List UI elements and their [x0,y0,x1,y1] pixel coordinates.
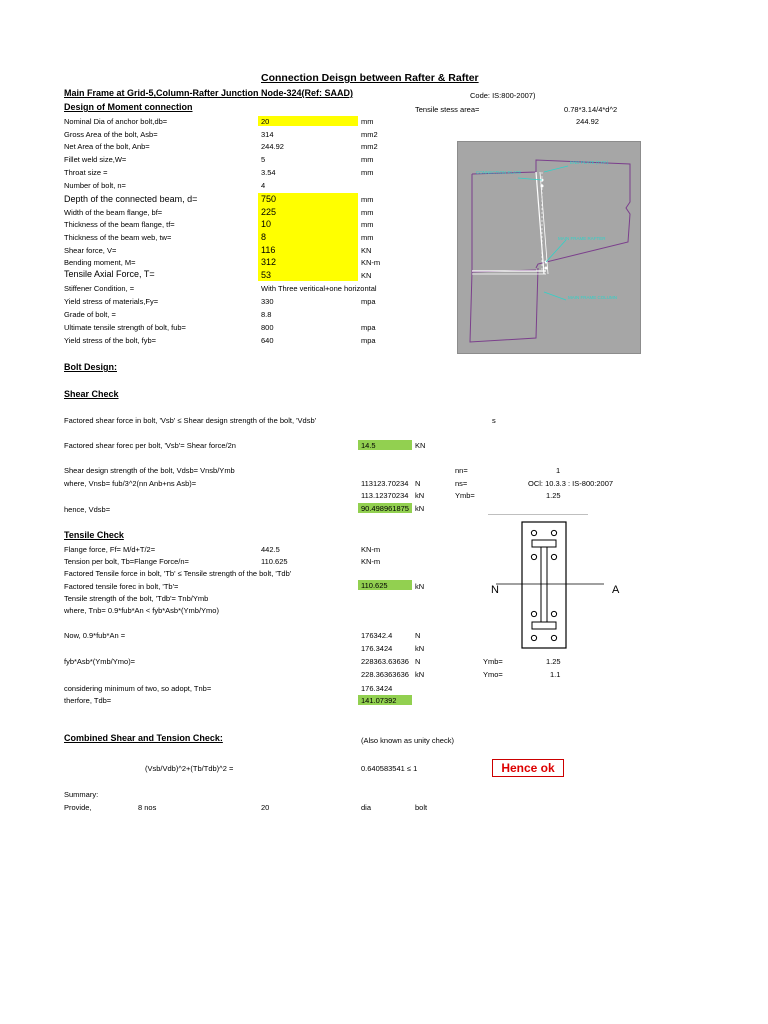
input-label: Bending moment, M= [64,258,136,267]
flange-force-label: Flange force, Ff= M/d+T/2= [64,545,156,554]
factored-tensile-unit: kN [415,582,425,591]
input-unit: mm [361,208,374,217]
page-title: Connection Deisgn between Rafter & Rafter [261,72,479,84]
input-unit: mpa [361,336,376,345]
provide-dia-label: dia [361,803,372,812]
input-label: Width of the beam flange, bf= [64,208,163,217]
vnsb-kn: 113.12370234 [361,491,409,500]
input-unit: mm2 [361,130,378,139]
nn-value: 1 [556,466,561,475]
bolt-design-heading: Bolt Design: [64,362,117,372]
input-value: 20 [261,117,270,126]
fyb-label: fyb*Asb*(Ymb/Ymo)= [64,657,136,666]
now-n-unit: N [415,631,421,640]
fyb-n-unit: N [415,657,421,666]
input-label: Grade of bolt, = [64,310,116,319]
provide-bolt: bolt [415,803,428,812]
tensile-heading: Tensile Check [64,530,124,540]
input-unit: mm [361,117,374,126]
input-label: Gross Area of the bolt, Asb= [64,130,158,139]
tdb-formula: Tensile strength of the bolt, 'Tdb'= Tnb/Ymb [64,594,209,603]
input-label: Yield stress of the bolt, fyb= [64,336,157,345]
input-label: Thickness of the beam flange, tf= [64,220,175,229]
rafter-label: MAIN FRAME RAFTER [558,236,606,241]
input-label: Ultimate tensile strength of bolt, fub= [64,323,186,332]
min-label: considering minimum of two, so adopt, Tnb= [64,684,212,693]
summary-label: Summary: [64,790,99,799]
input-label: Thickness of the beam web, tw= [64,233,172,242]
now-kn-unit: kN [415,644,425,653]
hence-ok-badge: Hence ok [492,759,564,777]
tensile-area-label: Tensile stess area= [415,105,480,114]
now-n: 176342.4 [361,631,393,640]
tension-per-bolt-value: 110.625 [261,557,288,566]
input-value: 8 [261,232,267,242]
vdsb-value: 90.498961875 [361,504,409,513]
input-unit: KN [361,246,372,255]
tdb-label: therfore, Tdb= [64,696,112,705]
min-value: 176.3424 [361,684,393,693]
input-unit: mm [361,220,374,229]
input-unit: mm [361,168,374,177]
input-label: Number of bolt, n= [64,181,126,190]
fyb-kn: 228.36363636 [361,670,409,679]
ymo-label: Ymo= [483,670,503,679]
input-value: 640 [261,336,274,345]
input-value: 225 [261,207,277,217]
input-value: 312 [261,257,277,267]
fyb-kn-unit: kN [415,670,425,679]
shear-per-bolt-unit: KN [415,441,426,450]
input-value: 244.92 [261,142,284,151]
neutral-axis-n: N [491,584,499,596]
input-label: Throat size = [64,168,108,177]
input-value: 750 [261,194,277,204]
divider-line [488,514,588,515]
input-unit: mm [361,195,374,204]
vdsb-unit: kN [415,504,425,513]
combined-value: 0.640583541 ≤ 1 [361,764,418,773]
input-value: 4 [261,181,266,190]
tension-per-bolt-unit: KN-m [361,557,381,566]
ymb2-label: Ymb= [483,657,503,666]
highlight-dia [258,116,358,126]
ns-value: OCl: 10.3.3 : IS-800:2007 [528,479,614,488]
factored-tensile-value: 110.625 [361,581,388,590]
input-value: With Three veritical+one horizontal [261,284,377,293]
tensile-area-formula: 0.78*3.14/4*d^2 [564,105,618,114]
combined-heading: Combined Shear and Tension Check: [64,733,223,743]
shear-strength-label: Shear design strength of the bolt, Vdsb= Vnsb/Ymb [64,466,235,475]
provide-label: Provide, [64,803,92,812]
combined-formula: (Vsb/Vdb)^2+(Tb/Tdb)^2 = [145,764,234,773]
input-label: Fillet weld size,W= [64,155,127,164]
input-value: 5 [261,155,266,164]
connection-plate-label: CONNECTION PLATE [476,170,522,175]
vnsb-n-unit: N [415,479,421,488]
tension-per-bolt-label: Tension per bolt, Tb=Flange Force/n= [64,557,189,566]
input-unit: mpa [361,323,376,332]
end-plate-diagram [480,520,630,660]
input-label: Yield stress of materials,Fy= [64,297,159,306]
ymo-value: 1.1 [550,670,561,679]
input-value: 800 [261,323,274,332]
input-unit: KN [361,271,372,280]
provide-dia-value: 20 [261,803,270,812]
fyb-n: 228363.63636 [361,657,409,666]
ymb-label: Ymb= [455,491,475,500]
input-label: Tensile Axial Force, T= [64,269,155,279]
neutral-axis-a: A [612,584,620,596]
input-unit: mm [361,155,374,164]
shear-per-bolt-value: 14.5 [361,441,376,450]
input-unit: mpa [361,297,376,306]
ymb-value: 1.25 [546,491,561,500]
vnsb-formula: where, Vnsb= fub/3^2(nn Anb+ns Asb)= [64,479,197,488]
tnb-formula: where, Tnb= 0.9*fub*An < fyb*Asb*(Ymb/Ymo) [64,606,219,615]
input-label: Nominal Dia of anchor bolt,db= [64,117,168,126]
input-label: Depth of the connected beam, d= [64,194,198,204]
input-unit: mm [361,233,374,242]
shear-condition: Factored shear force in bolt, 'Vsb' ≤ Shear design strength of the bolt, 'Vdsb' [64,416,317,425]
nn-label: nn= [455,466,468,475]
flange-force-value: 442.5 [261,545,280,554]
input-value: 330 [261,297,274,306]
now-label: Now, 0.9*fub*An = [64,631,126,640]
input-value: 53 [261,270,272,280]
ymb2-value: 1.25 [546,657,561,666]
connection-drawing [457,141,641,354]
ns-label: ns= [455,479,468,488]
input-value: 10 [261,219,272,229]
input-value: 314 [261,130,274,139]
input-unit: mm2 [361,142,378,151]
now-kn: 176.3424 [361,644,393,653]
flange-force-unit: KN-m [361,545,381,554]
vnsb-kn-unit: kN [415,491,425,500]
vdsb-label: hence, Vdsb= [64,505,111,514]
input-label: Shear force, V= [64,246,117,255]
tensile-condition: Factored Tensile force in bolt, 'Tb' ≤ Tensile strength of the bolt, 'Tdb' [64,569,292,578]
input-label: Net Area of the bolt, Anb= [64,142,150,151]
moment-heading: Design of Moment connection [64,102,193,112]
shear-heading: Shear Check [64,389,119,399]
shear-per-bolt-label: Factored shear forec per bolt, 'Vsb'= Shear force/2n [64,441,236,450]
provide-nos: 8 nos [138,803,157,812]
tensile-area-value: 244.92 [576,117,599,126]
shear-s: s [492,416,496,425]
input-value: 8.8 [261,310,272,319]
input-unit: KN-m [361,258,381,267]
end-plate-label: END PLATE (TYP.) [570,160,609,165]
column-label: MAIN FRAME COLUMN [568,295,618,300]
unity-note: (Also known as unity check) [361,736,454,745]
input-label: Stiffener Condition, = [64,284,135,293]
input-value: 116 [261,245,276,255]
vnsb-n: 113123.70234 [361,479,409,488]
tdb-value: 141.07392 [361,696,397,705]
code-reference: Code: IS:800-2007) [470,91,536,100]
input-value: 3.54 [261,168,276,177]
page-subtitle: Main Frame at Grid-5,Column-Rafter Junction Node-324(Ref: SAAD) [64,88,354,98]
factored-tensile-label: Factored tensile forec in bolt, 'Tb'= [64,582,179,591]
